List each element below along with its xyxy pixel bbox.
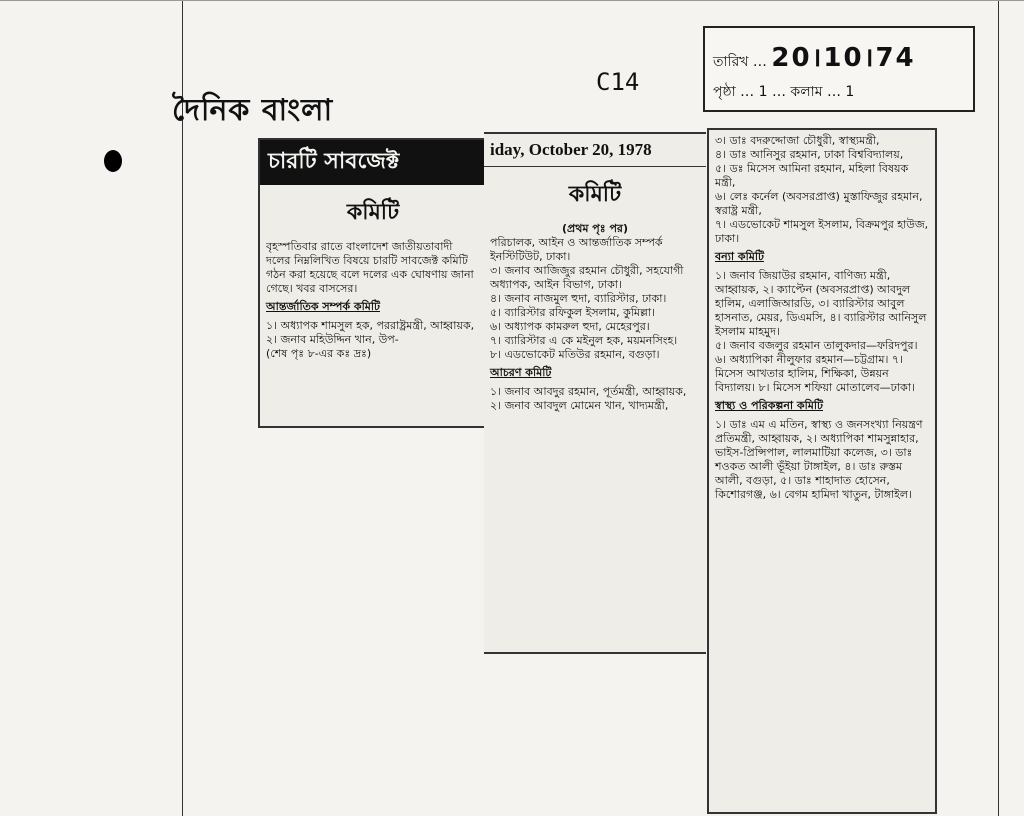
clipping-subject-committees [258, 138, 488, 428]
clip2-line: পরিচালক, আইন ও আন্তর্জাতিক সম্পর্ক ইনস্টিটিউট, ঢাকা। [490, 236, 663, 263]
clip3-line: ৫। ডঃ মিসেস আমিনা রহমান, মহিলা বিষয়ক মন্ত্রী, [715, 162, 909, 189]
clip1-line: ১। অধ্যাপক শামসুল হক, পররাষ্ট্রমন্ত্রী, আহ্বায়ক, [266, 319, 475, 332]
clip2-line: ৬। অধ্যাপক কামরুল হুদা, মেহেরপুর। [490, 320, 650, 333]
clip2-line: ২। জনাব আবদুল মোমেন খান, খাদ্যমন্ত্রী, [490, 399, 669, 412]
date-value: 20।10।74 [771, 43, 916, 73]
date-row: তারিখ … 20।10।74 [713, 43, 916, 73]
clip3-line: ৫। জনাব বজলুর রহমান তালুকদার—ফরিদপুর। ৬। অধ্যাপিকা নীলুফার রহমান—চট্টগ্রাম। ৭। মিসেস আখতার হালিম, শিক্ষিকা, উন্নয়ন বিদ্যালয়। ৮। মিসেস শফিয়া মোতালেব—ঢাকা। [715, 339, 918, 394]
column-label: কলাম [790, 84, 823, 100]
clip2-subheading: কমিটি [568, 182, 622, 207]
clip1-body: বৃহস্পতিবার রাতে বাংলাদেশ জাতীয়তাবাদী দলের নিম্নলিখিত বিষয়ে চারটি সাবজেক্ট কমিটি গঠন করা হয়েছে বলে দলের এক ঘোষণায় জানা গেছে। খবর বাসসের। [266, 240, 474, 295]
clipping-committee-members [707, 128, 937, 814]
clip2-dateline: iday, October 20, 1978 [484, 134, 706, 167]
clip1-section-title: আন্তর্জাতিক সম্পর্ক কমিটি [266, 300, 380, 313]
clip1-heading: চারটি সাবজেক্ট [260, 140, 486, 185]
clipping-committee-continued [484, 132, 706, 654]
right-margin-line [998, 0, 999, 816]
clip3-line: ৭। এডভোকেট শামসুল ইসলাম, বিক্রমপুর হাউজ, ঢাকা। [715, 218, 929, 245]
clip3-line: ১। জনাব জিয়াউর রহমান, বাণিজ্য মন্ত্রী, আহ্বায়ক, ২। ক্যাপ্টেন (অবসরপ্রাপ্ত) আবদুল হালিম, এলাজিআরডি, ৩। ব্যারিস্টার আবুল হাসনাত, মেয়র, ডিএমসি, ৪। ব্যারিস্টার আনিসুল ইসলাম মাহমুদ। [715, 269, 927, 338]
clip3-line: ১। ডাঃ এম এ মতিন, স্বাস্থ্য ও জনসংখ্যা নিয়ন্ত্রণ প্রতিমন্ত্রী, আহ্বায়ক, ২। অধ্যাপিকা শামসুন্নাহার, ভাইস-প্রিন্সিপাল, লালমাটিয়া কলেজ, ৩। ডাঃ শওকত আলী ভূঁইয়া টাঙ্গাইল, ৪। ডাঃ রুস্তম আলী, বগুড়া, ৫। ডাঃ শাহাদাত হোসেন, কিশোরগঞ্জ, ৬। বেগম হামিদা খাতুন, টাঙ্গাইল। [715, 418, 923, 501]
page-value: 1 [758, 84, 768, 100]
archive-code: C14 [596, 68, 640, 96]
clip2-line: ৭। ব্যারিস্টার এ কে মইনুল হক, ময়মনসিংহ। [490, 334, 678, 347]
top-edge-line [0, 0, 1024, 1]
clip2-section-title: আচরণ কমিটি [490, 366, 552, 379]
clip2-continued-from: (প্রথম পৃঃ পর) [561, 222, 628, 235]
clip2-line: ১। জনাব আবদুর রহমান, পূর্তমন্ত্রী, আহ্বায়ক, [490, 385, 687, 398]
page-label: পৃষ্ঠা [713, 84, 736, 100]
clip3-section-flood: বন্যা কমিটি [715, 250, 764, 263]
clip2-line: ৩। জনাব আজিজুর রহমান চৌধুরী, সহযোগী অধ্যাপক, আইন বিভাগ, ঢাকা। [490, 264, 684, 291]
clip3-section-health: স্বাস্থ্য ও পরিকল্পনা কমিটি [715, 399, 824, 412]
date-stamp-box [703, 26, 975, 112]
date-label: তারিখ [713, 54, 749, 70]
page-row: পৃষ্ঠা … 1 … কলাম … 1 [713, 84, 855, 100]
clip2-line: ৫। ব্যারিস্টার রফিকুল ইসলাম, কুমিল্লা। [490, 306, 655, 319]
clip2-line: ৮। এডভোকেট মতিউর রহমান, বগুড়া। [490, 348, 660, 361]
clip2-line: ৪। জনাব নাজমুল হুদা, ব্যারিস্টার, ঢাকা। [490, 292, 667, 305]
clip1-line: ২। জনাব মহিউদ্দিন খান, উপ- [266, 333, 399, 346]
punch-hole [104, 150, 122, 172]
clip3-line: ৩। ডাঃ বদরুদ্দোজা চৌধুরী, স্বাস্থ্যমন্ত্রী, [715, 134, 880, 147]
clip1-continuation: (শেষ পৃঃ ৮-এর কঃ দ্রঃ) [266, 347, 372, 360]
clip3-line: ৬। লেঃ কর্নেল (অবসরপ্রাপ্ত) মুস্তাফিজুর রহমান, স্বরাষ্ট্র মন্ত্রী, [715, 190, 923, 217]
newspaper-masthead: দৈনিক বাংলা [172, 93, 334, 128]
column-value: 1 [845, 84, 855, 100]
clip1-subheading: কমিটি [346, 200, 400, 225]
clip3-line: ৪। ডাঃ আনিসুর রহমান, ঢাকা বিশ্ববিদ্যালয়, [715, 148, 904, 161]
